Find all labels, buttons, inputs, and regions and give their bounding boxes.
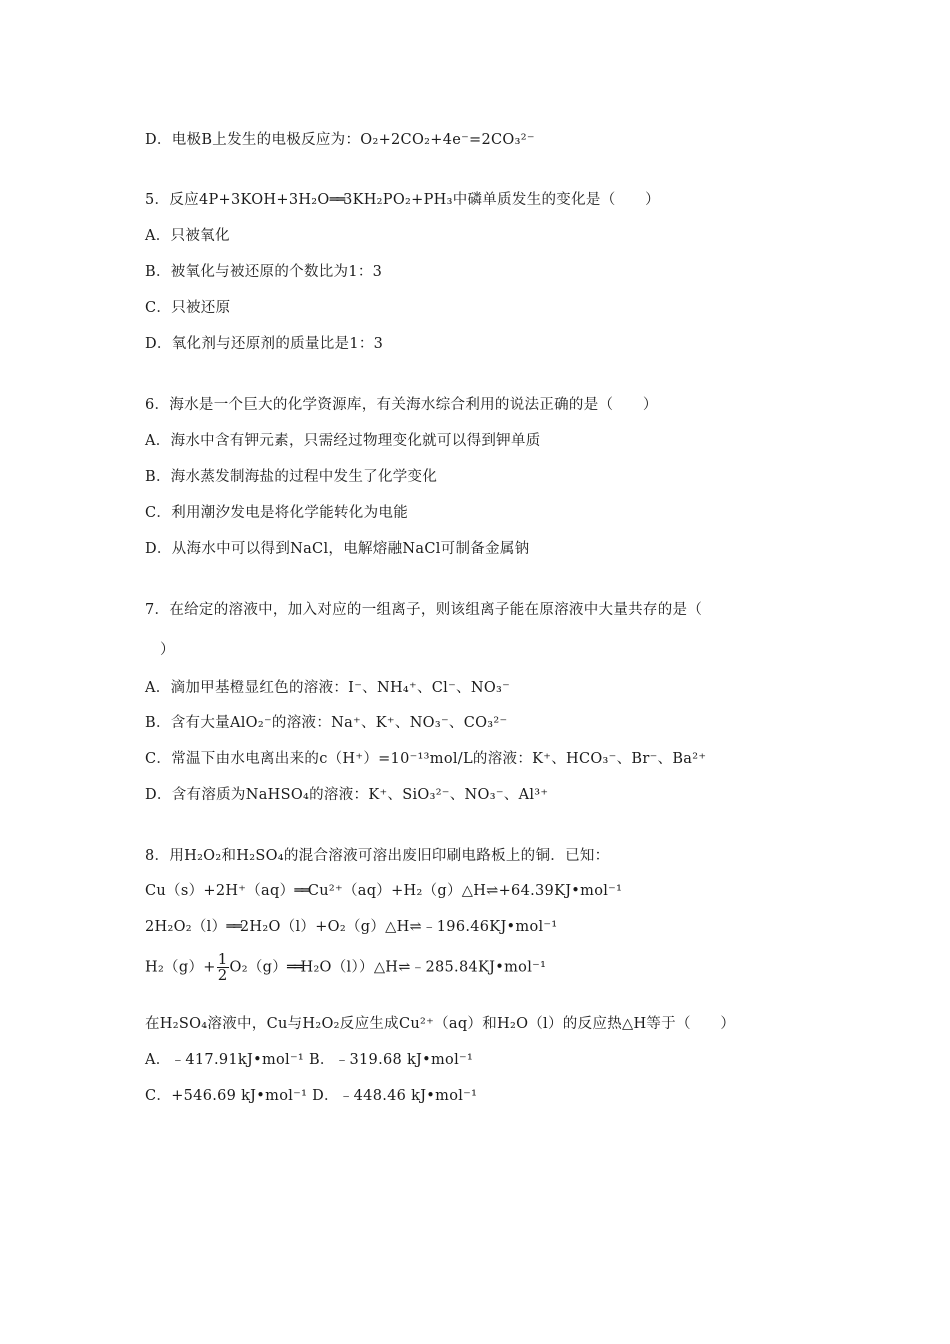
equals-sign: ══ bbox=[226, 918, 240, 935]
question-8-equation-3 bbox=[145, 952, 546, 983]
eq2-right: 2H₂O（l）+O₂（g）△H⇌﹣196.46KJ•mol⁻¹ bbox=[239, 919, 558, 935]
question-8-question: 在H₂SO₄溶液中，Cu与H₂O₂反应生成Cu²⁺（aq）和H₂O（l）的反应热△H等于（ ） bbox=[145, 1016, 736, 1032]
question-7-option-a: A．滴加甲基橙显红色的溶液：I⁻、NH₄⁺、Cl⁻、NO₃⁻ bbox=[145, 680, 511, 696]
question-6-option-d: D．从海水中可以得到NaCl，电解熔融NaCl可制备金属钠 bbox=[145, 541, 530, 557]
question-8-options-cd: C．+546.69 kJ•mol⁻¹ D．﹣448.46 kJ•mol⁻¹ bbox=[145, 1088, 478, 1104]
question-5-option-a: A．只被氧化 bbox=[145, 228, 230, 244]
equals-sign: ══ bbox=[287, 958, 301, 976]
question-8-equation-2 bbox=[145, 915, 558, 936]
question-7-option-b: B．含有大量AlO₂⁻的溶液：Na⁺、K⁺、NO₃⁻、CO₃²⁻ bbox=[145, 715, 508, 731]
question-6-option-b: B．海水蒸发制海盐的过程中发生了化学变化 bbox=[145, 469, 438, 485]
question-8-equation-1 bbox=[145, 879, 622, 900]
eq3-right: H₂O（l））△H⇌﹣285.84KJ•mol⁻¹ bbox=[300, 959, 547, 976]
question-7-stem: 7．在给定的溶液中，加入对应的一组离子，则该组离子能在原溶液中大量共存的是（ bbox=[145, 602, 703, 618]
eq2-left: 2H₂O₂（l） bbox=[145, 919, 227, 935]
eq3-mid: O₂（g） bbox=[229, 959, 288, 976]
fraction-numerator: 1 bbox=[217, 950, 228, 968]
eq1-right: Cu²⁺（aq）+H₂（g）△H⇌+64.39KJ•mol⁻¹ bbox=[307, 883, 623, 899]
q5-stem-post: 3KH₂PO₂+PH₃中磷单质发生的变化是（ ） bbox=[343, 192, 660, 208]
equals-sign: ══ bbox=[329, 191, 344, 208]
question-5-stem bbox=[145, 188, 660, 209]
question-6-option-a: A．海水中含有钾元素，只需经过物理变化就可以得到钾单质 bbox=[145, 433, 541, 449]
fraction-one-half bbox=[217, 952, 229, 983]
question-8-stem: 8．用H₂O₂和H₂SO₄的混合溶液可溶出废旧印刷电路板上的铜．已知： bbox=[145, 848, 610, 864]
q5-stem-mid: 4P+3KOH+3H₂O bbox=[198, 192, 330, 208]
equals-sign: ══ bbox=[294, 882, 308, 899]
question-6-stem: 6．海水是一个巨大的化学资源库，有关海水综合利用的说法正确的是（ ） bbox=[145, 397, 658, 413]
eq3-left: H₂（g）+ bbox=[145, 959, 216, 976]
question-7-option-d: D．含有溶质为NaHSO₄的溶液：K⁺、SiO₃²⁻、NO₃⁻、Al³⁺ bbox=[145, 787, 549, 803]
question-5-option-b: B．被氧化与被还原的个数比为1：3 bbox=[145, 264, 383, 280]
q5-stem-pre: 5．反应 bbox=[145, 192, 199, 208]
fraction-denominator: 2 bbox=[217, 966, 228, 984]
question-7-stem-end: ） bbox=[160, 642, 175, 658]
question-8-options-ab: A．﹣417.91kJ•mol⁻¹ B．﹣319.68 kJ•mol⁻¹ bbox=[145, 1052, 474, 1068]
eq1-left: Cu（s）+2H⁺（aq） bbox=[145, 883, 295, 899]
question-7-option-c: C．常温下由水电离出来的c（H⁺）=10⁻¹³mol/L的溶液：K⁺、HCO₃⁻、Br⁻、Ba²⁺ bbox=[145, 751, 707, 767]
question-5-option-d: D．氧化剂与还原剂的质量比是1：3 bbox=[145, 336, 384, 352]
question-4-option-d: D．电极B上发生的电极反应为：O₂+2CO₂+4e⁻=2CO₃²⁻ bbox=[145, 132, 535, 148]
question-5-option-c: C．只被还原 bbox=[145, 300, 231, 316]
question-6-option-c: C．利用潮汐发电是将化学能转化为电能 bbox=[145, 505, 408, 521]
